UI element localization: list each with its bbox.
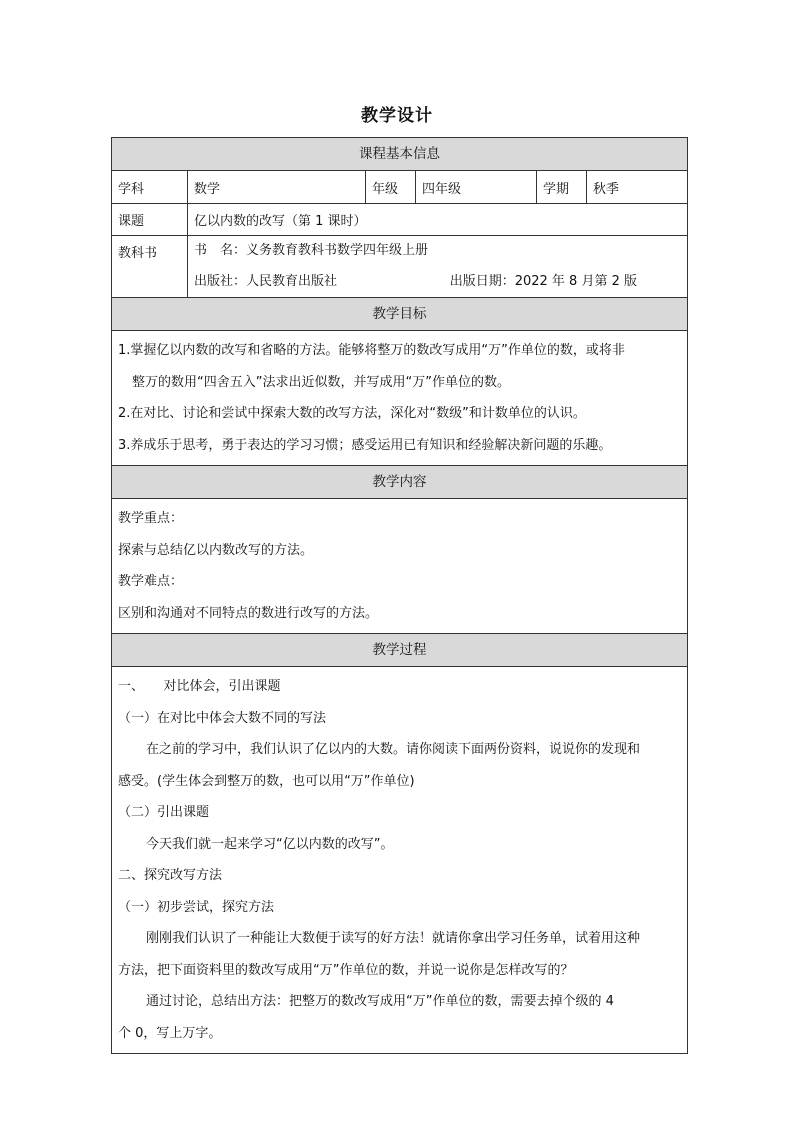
subject-value: 数学 [188, 171, 366, 203]
process-subheading: （一）初步尝试，探究方法 [118, 899, 275, 915]
content-heading: 教学重点： [118, 511, 184, 526]
term-value: 秋季 [593, 181, 620, 197]
book-name: 书 名：义务教育教科书数学四年级上册 [194, 243, 429, 259]
process-paragraph: 个 0，写上万字。 [118, 1025, 222, 1041]
objective-line: 3.养成乐于思考，勇于表达的学习习惯；感受运用已有知识和经验解决新问题的乐趣。 [118, 437, 612, 453]
publish-date: 出版日期：2022 年 8 月第 2 版 [449, 273, 637, 289]
textbook-label: 教科书 [112, 236, 188, 297]
process-paragraph: 通过讨论，总结出方法：把整万的数改写成用“万”作单位的数，需要去掉个级的 4 [146, 994, 614, 1009]
process-subheading: （一）在对比中体会大数不同的写法 [118, 710, 327, 726]
process-paragraph: 今天我们就一起来学习“亿以内数的改写”。 [146, 836, 394, 852]
section-header-basic-info: 课程基本信息 [112, 138, 687, 171]
section-header-content: 教学内容 [112, 466, 687, 499]
objective-line: 2.在对比、讨论和尝试中探索大数的改写方法，深化对“数级”和计数单位的认识。 [118, 406, 586, 421]
section-header-process: 教学过程 [112, 634, 687, 667]
process-heading: 一、 对比体会，引出课题 [118, 679, 281, 694]
content-block [112, 499, 687, 634]
grade-value: 四年级 [416, 171, 537, 203]
process-paragraph: 方法，把下面资料里的数改写成用“万”作单位的数，并说一说你是怎样改写的？ [118, 962, 574, 978]
content-line: 区别和沟通对不同特点的数进行改写的方法。 [118, 605, 379, 621]
publisher-line [194, 267, 681, 297]
process-block [112, 667, 687, 1053]
topic-label: 课题 [112, 204, 188, 235]
info-row-textbook [112, 236, 687, 298]
term-label: 学期 [537, 171, 587, 203]
grade-label: 年级 [366, 171, 416, 203]
section-header-objectives: 教学目标 [112, 298, 687, 331]
publisher: 出版社：人民教育出版社 [194, 273, 338, 289]
info-row-subject [112, 171, 687, 204]
process-paragraph: 在之前的学习中，我们认识了亿以内的大数。请你阅读下面两份资料，说说你的发现和 [146, 742, 641, 757]
process-paragraph: 刚刚我们认识了一种能让大数便于读写的好方法！就请你拿出学习任务单，试着用这种 [146, 931, 641, 946]
info-row-topic [112, 204, 687, 236]
lesson-plan-table [111, 137, 688, 1054]
subject-label: 学科 [112, 171, 188, 203]
objective-line: 1.掌握亿以内数的改写和省略的方法。能够将整万的数改写成用“万”作单位的数，或将非 [118, 343, 625, 358]
document-title: 教学设计 [361, 106, 433, 126]
textbook-details [188, 236, 687, 297]
process-paragraph: 感受。(学生体会到整万的数，也可以用“万”作单位) [118, 773, 415, 789]
objective-line: 整万的数用“四舍五入”法求出近似数，并写成用“万”作单位的数。 [132, 374, 510, 390]
process-heading: 二、探究改写方法 [118, 868, 223, 883]
process-subheading: （二）引出课题 [118, 805, 210, 820]
content-heading: 教学难点： [118, 574, 184, 589]
topic-value: 亿以内数的改写（第 1 课时） [194, 214, 367, 229]
content-line: 探索与总结亿以内数改写的方法。 [118, 542, 314, 558]
objectives-block [112, 331, 687, 466]
